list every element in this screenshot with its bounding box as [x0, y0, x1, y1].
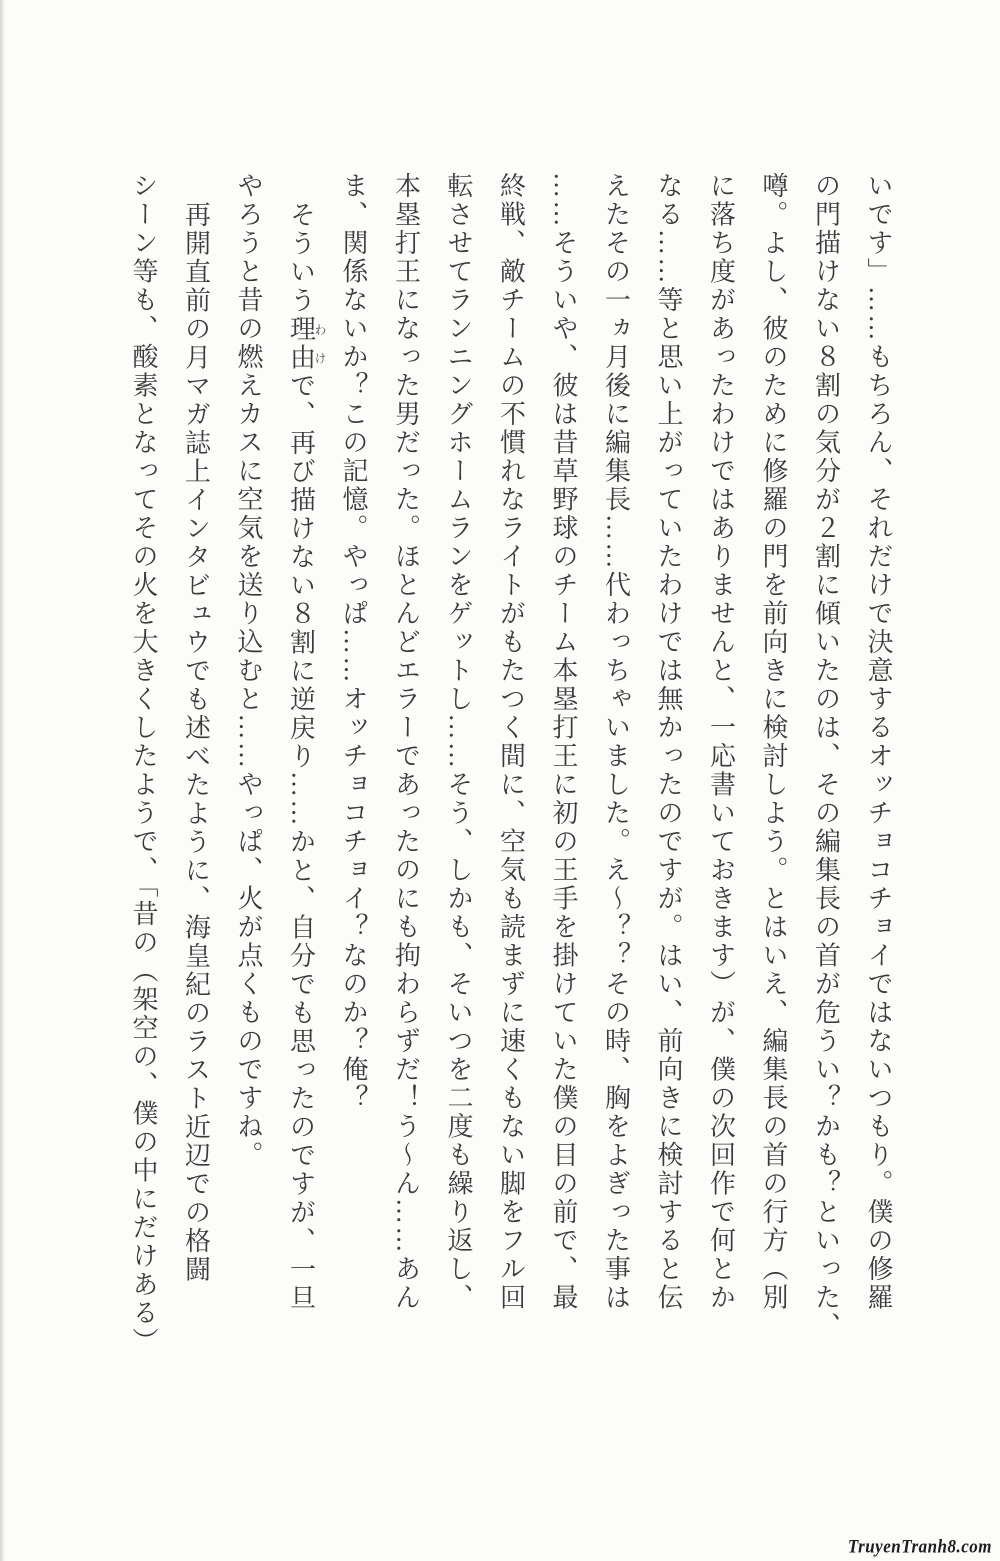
text-column-13: やろうと昔の燃えカスに空気を送り込むと……やっぱ、火が点くものですね。	[234, 172, 263, 1170]
text-column-10: 本塁打王になった男だった。ほとんどエラーであったのにも拘わらずだ！う～ん……あん	[391, 172, 421, 1312]
text-column-2: の門描けない８割の気分が２割に傾いたのは、その編集長の首が危うい？かも？といった、	[811, 172, 841, 1341]
text-column-1: いです」……もちろん、それだけで決意するオッチョコチョイではないつもり。僕の修羅	[864, 172, 893, 1312]
site-watermark: TruyenTranh8.com	[847, 1536, 992, 1557]
scan-edge-shadow	[0, 0, 5, 1561]
text-column-7: ……そういや、彼は昔草野球のチーム本塁打王に初の王手を掛けていた僕の目の前で、最	[549, 172, 578, 1312]
text-column-5: なる……等と思い上がっていたわけでは無かったのですが。はい、前向きに検討すると伝	[654, 172, 683, 1312]
text-column-11: ま、関係ないか？この記憶。やっぱ……オッチョコチョイ？なのか？俺？	[339, 172, 368, 1113]
text-column-8: 終戦、敵チームの不慣れなライトがもたつく間に、空気も読まずに速くもない脚をフル回	[496, 172, 526, 1312]
text-column-3: 噂。よし、彼のために修羅の門を前向きに検討しよう。とはいえ、編集長の首の行方（別	[759, 172, 788, 1312]
text-column-15: シーン等も、酸素となってその火を大きくしたようで、「昔の（架空の、僕の中にだけある）	[129, 172, 158, 1356]
text-column-14: 再開直前の月マガ誌上インタビュウでも述べたように、海皇紀のラスト近辺での格闘	[181, 201, 211, 1284]
text-column-9: 転させてランニングホームランをゲットし……そう、しかも、そいつを二度も繰り返し、	[444, 172, 473, 1312]
text-column-12: そういう理由わけで、再び描けない８割に逆戻り……かと、自分でも思ったのですが、一旦	[286, 201, 327, 1313]
text-column-6: えたその一ヵ月後に編集長……代わっちゃいました。え～？？その時、胸をよぎった事は	[601, 172, 631, 1312]
text-column-4: に落ち度があったわけではありませんと、一応書いておきます）が、僕の次回作で何とか	[706, 172, 736, 1312]
afterword-text-block	[117, 172, 905, 1364]
